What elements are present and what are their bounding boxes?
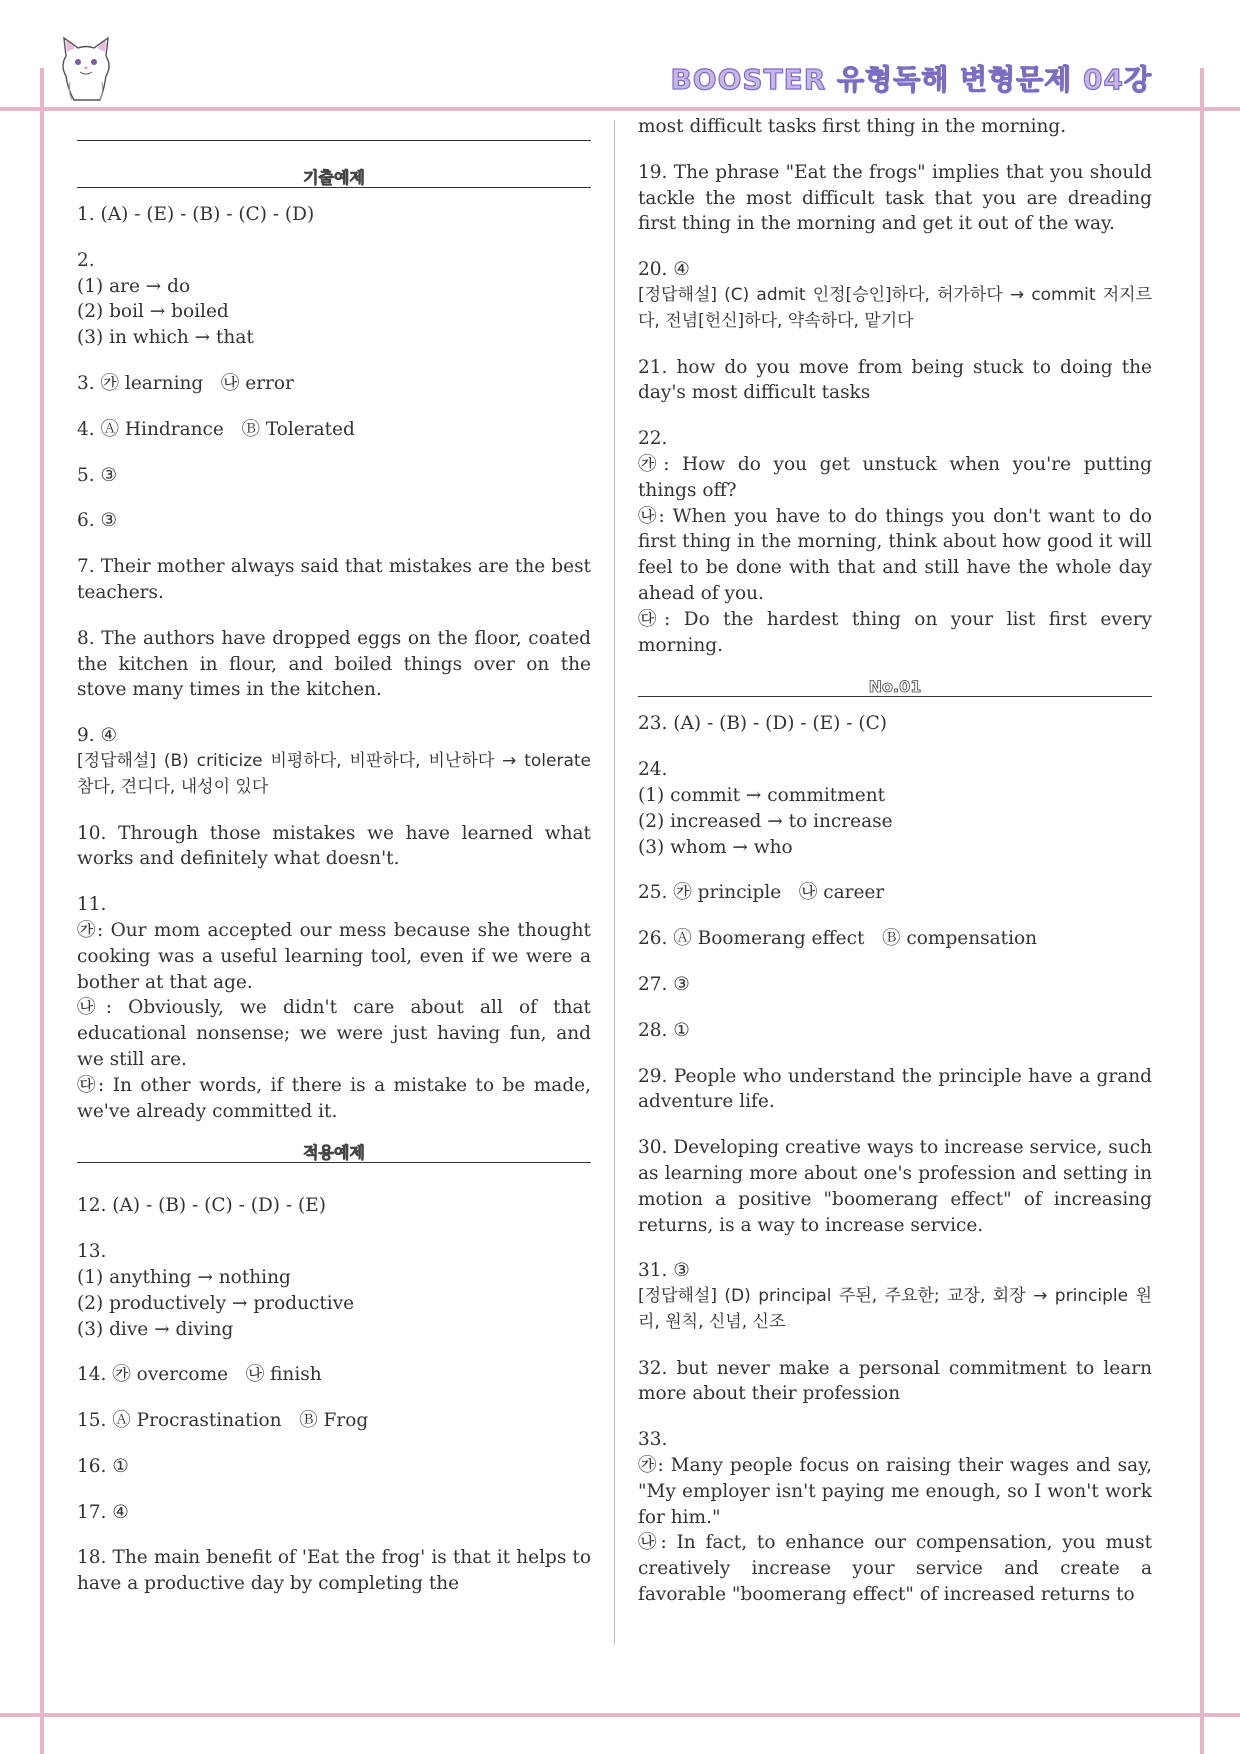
answer-line: (2) productively → productive (77, 1292, 355, 1314)
answer-22 (638, 426, 1152, 658)
answer-17: 17. ④ (77, 1501, 129, 1523)
answer-line: (2) boil → boiled (77, 301, 229, 323)
answer-18: 18. The main benefit of 'Eat the frog' is that it helps to have a productive day by completing the (77, 1547, 591, 1595)
answer-21: 21. how do you move from being stuck to doing the day's most difficult tasks (638, 356, 1152, 404)
column-divider (614, 120, 615, 1645)
answer-11 (77, 892, 591, 1124)
answer-line: 24. (638, 759, 668, 781)
answer-line: ㉮: How do you get unstuck when you're putting things off? (638, 453, 1152, 501)
answer-line: (1) anything → nothing (77, 1266, 291, 1288)
left-column (77, 140, 591, 1617)
answer-4: 4. Ⓐ Hindrance Ⓑ Tolerated (77, 418, 355, 440)
answer-explanation: [정답해설] (B) criticize 비평하다, 비판하다, 비난하다 → tolerate 참다, 견디다, 내성이 있다 (77, 750, 591, 797)
page-title: BOOSTER 유형독해 변형문제 04강 (670, 63, 1152, 96)
section-heading: 적용예제 (77, 1144, 591, 1163)
answer-line: ㉮: Our mom accepted our mess because she thought cooking was a useful learning tool, even if we were a bother at that age. (77, 919, 591, 993)
answer-8: 8. The authors have dropped eggs on the floor, coated the kitchen in flour, and boiled things over on the stove many times in the kitchen. (77, 627, 591, 701)
frame-top-line (0, 107, 1240, 111)
answer-16: 16. ① (77, 1455, 129, 1477)
answer-9 (77, 723, 591, 800)
answer-26: 26. Ⓐ Boomerang effect Ⓑ compensation (638, 928, 1038, 950)
answer-line: 31. ③ (638, 1260, 690, 1282)
frame-left-line (40, 68, 44, 1754)
answer-line: ㉰: In other words, if there is a mistake to be made, we've already committed it. (77, 1074, 591, 1122)
answer-explanation: [정답해설] (C) admit 인정[승인]하다, 허가하다 → commit 저지르다, 전념[헌신]하다, 약속하다, 맡기다 (638, 284, 1152, 331)
answer-12: 12. (A) - (B) - (C) - (D) - (E) (77, 1195, 326, 1217)
frame-right-line (1200, 68, 1204, 1754)
frame-bottom-line (0, 1713, 1240, 1717)
answer-20 (638, 257, 1152, 334)
answer-14: 14. ㉮ overcome ㉯ finish (77, 1364, 322, 1386)
answer-15: 15. Ⓐ Procrastination Ⓑ Frog (77, 1410, 369, 1432)
answer-23: 23. (A) - (B) - (D) - (E) - (C) (638, 713, 887, 735)
answer-29: 29. People who understand the principle have a grand adventure life. (638, 1065, 1152, 1113)
answer-32: 32. but never make a personal commitment to learn more about their profession (638, 1357, 1152, 1405)
answer-13 (77, 1239, 591, 1342)
answer-line: (1) commit → commitment (638, 784, 886, 806)
answer-25: 25. ㉮ principle ㉯ career (638, 882, 885, 904)
answer-line: 13. (77, 1241, 107, 1263)
answer-1: 1. (A) - (E) - (B) - (C) - (D) (77, 204, 315, 225)
section-heading: 기출예제 (77, 141, 591, 188)
answer-5: 5. ③ (77, 464, 118, 486)
section-heading: No.01 (638, 678, 1152, 697)
answer-33 (638, 1427, 1152, 1608)
answer-line: 9. ④ (77, 725, 118, 747)
answer-line: (3) whom → who (638, 836, 793, 858)
right-column (638, 114, 1152, 1628)
answer-10: 10. Through those mistakes we have learned what works and definitely what doesn't. (77, 822, 591, 870)
answer-line: 11. (77, 894, 107, 916)
answer-19: 19. The phrase "Eat the frogs" implies that you should tackle the most difficult task that you are dreading first thing in the morning and get it out of the way. (638, 161, 1152, 235)
answer-3: 3. ㉮ learning ㉯ error (77, 372, 294, 394)
answer-28: 28. ① (638, 1019, 690, 1041)
answer-line: 22. (638, 428, 668, 450)
answer-6: 6. ③ (77, 510, 118, 532)
answer-7: 7. Their mother always said that mistakes are the best teachers. (77, 556, 591, 603)
answer-line: (3) dive → diving (77, 1318, 234, 1340)
answer-24 (638, 757, 1152, 860)
answer-line: ㉰: Do the hardest thing on your list first every morning. (638, 608, 1152, 656)
answer-line: ㉯: When you have to do things you don't want to do first thing in the morning, think about how good it will feel to be done with that and still have the whole day ahead of you. (638, 505, 1152, 604)
answer-27: 27. ③ (638, 973, 690, 995)
answer-18-continued: most difficult tasks first thing in the morning. (638, 116, 1067, 137)
answer-line: ㉯: Obviously, we didn't care about all of that educational nonsense; we were just having fun, and we still are. (77, 997, 591, 1070)
answer-explanation: [정답해설] (D) principal 주된, 주요한; 교장, 회장 → principle 원리, 원칙, 신념, 신조 (638, 1286, 1152, 1332)
cat-logo-icon (56, 34, 116, 106)
answer-line: ㉮: Many people focus on raising their wages and say, "My employer isn't paying me enough, so I won't work for him." (638, 1455, 1152, 1528)
answer-line: (2) increased → to increase (638, 810, 893, 832)
answer-line: (3) in which → that (77, 327, 254, 349)
answer-30: 30. Developing creative ways to increase service, such as learning more about one's profession and setting in motion a positive "boomerang effect" of increasing returns, is a way to increase service. (638, 1137, 1152, 1236)
answer-line: (1) are → do (77, 275, 191, 297)
answer-2 (77, 248, 591, 351)
answer-line: 20. ④ (638, 259, 690, 281)
answer-line: 33. (638, 1429, 668, 1451)
answer-line: ㉯: In fact, to enhance our compensation, you must creatively increase your service and create a favorable "boomerang effect" of increased returns to (638, 1532, 1152, 1606)
answer-line: 2. (77, 249, 95, 271)
answer-31 (638, 1258, 1152, 1335)
